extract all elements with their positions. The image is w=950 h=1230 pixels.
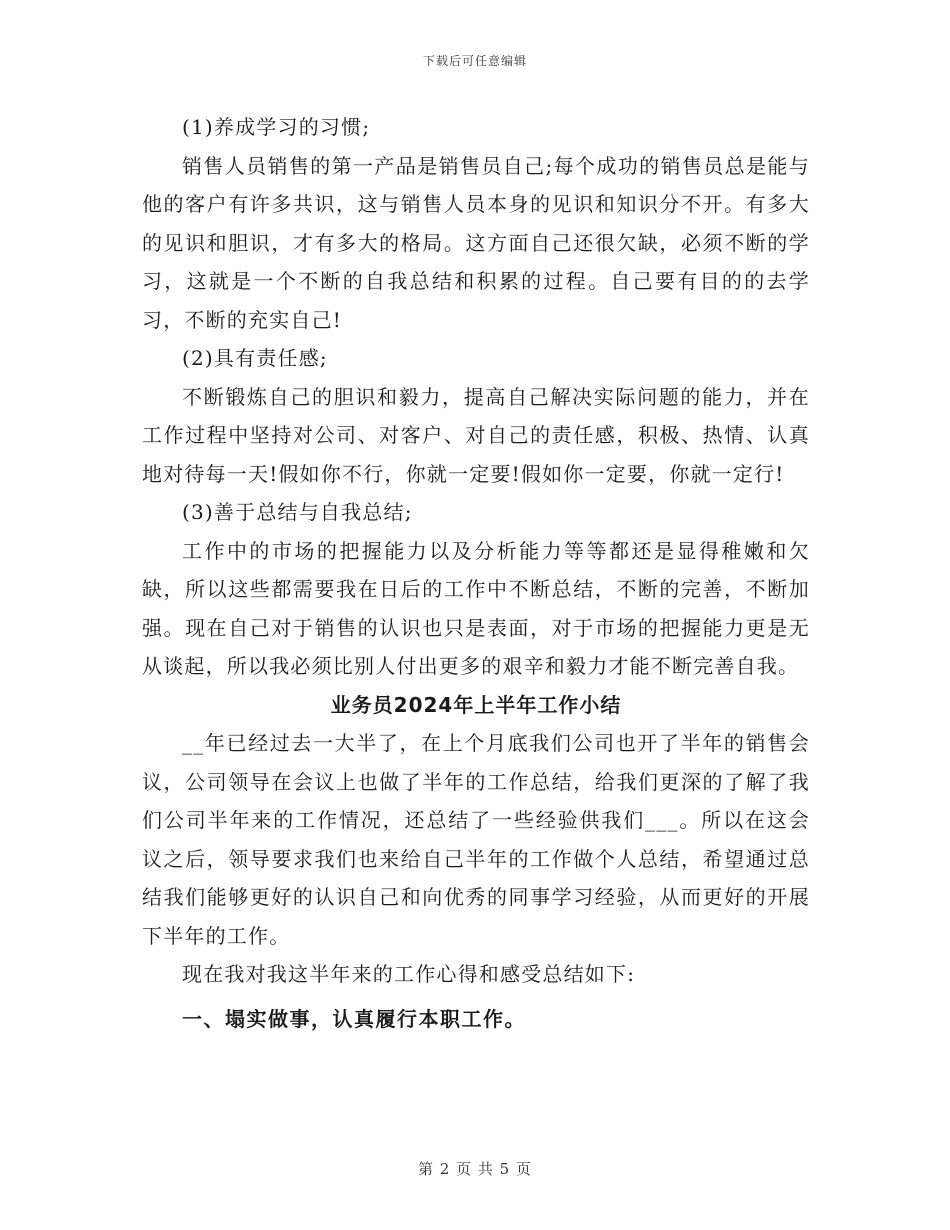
- item2-heading: (2)具有责任感;: [182, 346, 328, 370]
- item3-heading: (3)善于总结与自我总结;: [182, 500, 413, 524]
- item1-heading: (1)养成学习的习惯;: [182, 115, 371, 139]
- item1-paragraph: 销售人员销售的第一产品是销售员自己;每个成功的销售员总是能与他的客户有许多共识，这与销售人员本身的见识和知识分不开。有多大的见识和胆识，才有多大的格局。这方面自己还很欠缺，必须不断的学习，这就是一个不断的自我总结和积累的过程。自己要有目的的去学习，不断的充实自己!: [142, 153, 810, 332]
- item2-paragraph: 不断锻炼自己的胆识和毅力，提高自己解决实际问题的能力，并在工作过程中坚持对公司、对客户、对自己的责任感，积极、热情、认真地对待每一天!假如你不行，你就一定要!假如你一定要，你就一定行!: [142, 384, 810, 486]
- item3-paragraph: 工作中的市场的把握能力以及分析能力等等都还是显得稚嫩和欠缺，所以这些都需要我在日后的工作中不断总结，不断的完善，不断加强。现在自己对于销售的认识也只是表面，对于市场的把握能力更是无从谈起，所以我必须比别人付出更多的艰辛和毅力才能不断完善自我。: [142, 538, 810, 678]
- intro-paragraph: __年已经过去一大半了，在上个月底我们公司也开了半年的销售会议，公司领导在会议上也做了半年的工作总结，给我们更深的了解了我们公司半年来的工作情况，还总结了一些经验供我们___。所以在这会议之后，领导要求我们也来给自己半年的工作做个人总结，希望通过总结我们能够更好的认识自己和向优秀的同事学习经验，从而更好的开展下半年的工作。: [142, 731, 810, 948]
- page-header: 下载后可任意编辑: [422, 54, 527, 68]
- page-number: 第 2 页 共 5 页: [418, 1160, 532, 1178]
- document-title: 业务员2024年上半年工作小结: [330, 692, 622, 717]
- section1-heading: 一、塌实做事，认真履行本职工作。: [182, 1006, 526, 1031]
- summary-lead: 现在我对我这半年来的工作心得和感受总结如下:: [182, 962, 636, 986]
- document-body: [142, 108, 810, 1038]
